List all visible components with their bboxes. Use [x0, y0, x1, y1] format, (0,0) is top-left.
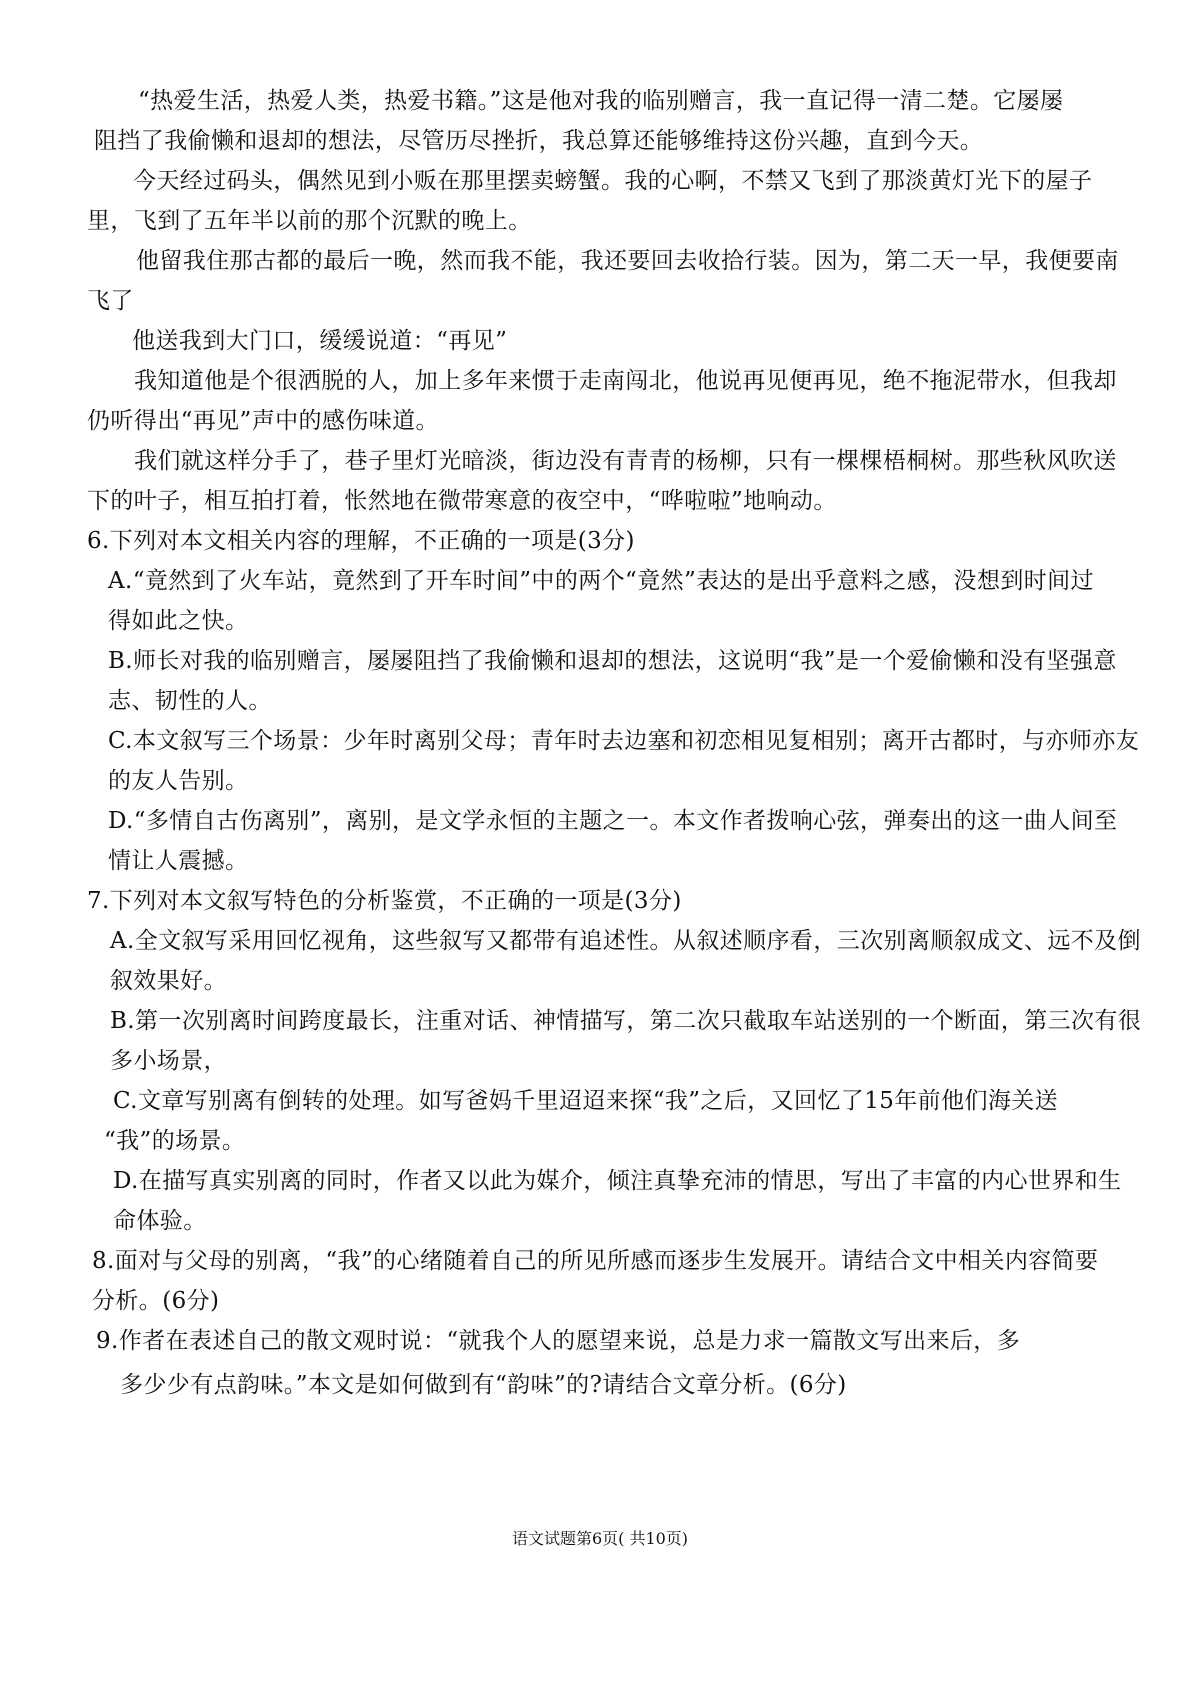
passage-line: 阻挡了我偷懒和退却的想法，尽管历尽挫折，我总算还能够维持这份兴趣，直到今天。 — [94, 128, 984, 154]
passage-line: 今天经过码头，偶然见到小贩在那里摆卖螃蟹。我的心啊，不禁又飞到了那淡黄灯光下的屋子 — [133, 168, 1093, 194]
question-7-option-c: C.文章写别离有倒转的处理。如写爸妈千里迢迢来探“我”之后，又回忆了15年前他们海关送 — [113, 1088, 1059, 1114]
passage-line: 我知道他是个很洒脱的人，加上多年来惯于走南闯北，他说再见便再见，绝不拖泥带水，但我却 — [134, 368, 1117, 394]
passage-line: 他留我住那古都的最后一晚，然而我不能，我还要回去收拾行装。因为，第二天一早，我便要南 — [136, 248, 1119, 274]
question-7-option-a-cont: 叙效果好。 — [110, 968, 227, 994]
question-7-stem: 7.下列对本文叙写特色的分析鉴赏，不正确的一项是(3分) — [87, 888, 682, 914]
passage-line: “热爱生活，热爱人类，热爱书籍。”这是他对我的临别赠言，我一直记得一清二楚。它屡屡 — [138, 88, 1064, 114]
passage-line: 里，飞到了五年半以前的那个沉默的晚上。 — [87, 208, 532, 234]
question-9-stem-cont: 多少少有点韵味。”本文是如何做到有“韵味”的?请结合文章分析。(6分) — [120, 1372, 847, 1398]
question-7-option-c-cont: “我”的场景。 — [104, 1128, 246, 1154]
question-6-option-d-cont: 情让人震撼。 — [108, 848, 249, 874]
question-6-option-d: D.“多情自古伤离别”，离别，是文学永恒的主题之一。本文作者拨响心弦，弹奏出的这一曲人间至 — [108, 808, 1118, 834]
passage-line: 飞了 — [87, 288, 134, 314]
question-6-option-b: B.师长对我的临别赠言，屡屡阻挡了我偷懒和退却的想法，这说明“我”是一个爱偷懒和没有坚强意 — [108, 648, 1117, 674]
question-7-option-a: A.全文叙写采用回忆视角，这些叙写又都带有追述性。从叙述顺序看，三次别离顺叙成文、远不及倒 — [110, 928, 1141, 954]
passage-line: 我们就这样分手了，巷子里灯光暗淡，街边没有青青的杨柳，只有一棵棵梧桐树。那些秋风吹送 — [134, 448, 1117, 474]
question-8-stem-cont: 分析。(6分) — [92, 1288, 220, 1314]
page-footer: 语文试题第6页( 共10页) — [511, 1529, 689, 1548]
question-7-option-b: B.第一次别离时间跨度最长，注重对话、神情描写，第二次只截取车站送别的一个断面，第三次有很 — [110, 1008, 1142, 1034]
passage-line: 下的叶子，相互拍打着，怅然地在微带寒意的夜空中，“哗啦啦”地响动。 — [87, 488, 837, 514]
question-6-option-a: A.“竟然到了火车站，竟然到了开车时间”中的两个“竟然”表达的是出乎意料之感，没想到时间过 — [108, 568, 1094, 594]
question-7-option-b-cont: 多小场景， — [110, 1048, 227, 1074]
question-7-option-d: D.在描写真实别离的同时，作者又以此为媒介，倾注真挚充沛的情思，写出了丰富的内心世界和生 — [113, 1168, 1122, 1194]
passage-line: 仍听得出“再见”声中的感伤味道。 — [87, 408, 439, 434]
question-8-stem: 8.面对与父母的别离，“我”的心绪随着自己的所见所感而逐步生发展开。请结合文中相关内容简要 — [92, 1248, 1099, 1274]
passage-line: 他送我到大门口，缓缓说道：“再见” — [132, 328, 508, 354]
question-6-option-c-cont: 的友人告别。 — [108, 768, 249, 794]
question-7-option-d-cont: 命体验。 — [113, 1208, 207, 1234]
question-6-option-c: C.本文叙写三个场景：少年时离别父母；青年时去边塞和初恋相见复相别；离开古都时，与亦师亦友 — [108, 728, 1140, 754]
question-6-option-a-cont: 得如此之快。 — [108, 608, 249, 634]
question-6-stem: 6.下列对本文相关内容的理解，不正确的一项是(3分) — [87, 528, 635, 554]
question-6-option-b-cont: 志、韧性的人。 — [108, 688, 272, 714]
question-9-stem: 9.作者在表述自己的散文观时说：“就我个人的愿望来说，总是力求一篇散文写出来后，多 — [96, 1328, 1021, 1354]
